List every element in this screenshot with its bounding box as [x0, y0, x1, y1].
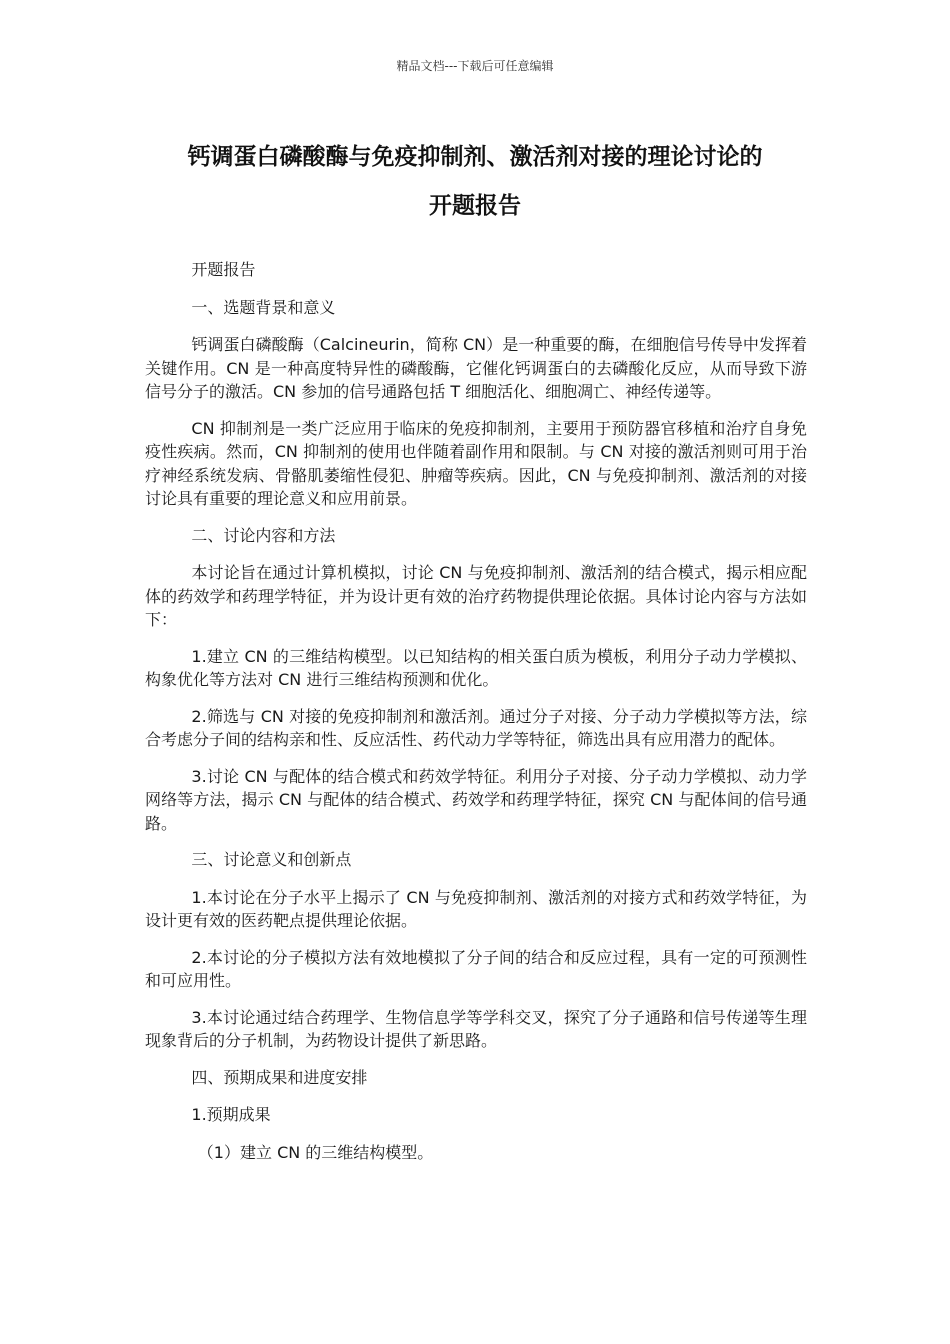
body-paragraph: 本讨论旨在通过计算机模拟，讨论 CN 与免疫抑制剂、激活剂的结合模式，揭示相应配体的药效学和药理学特征，并为设计更有效的治疗药物提供理论依据。具体讨论内容与方法如下：	[145, 563, 807, 629]
section-heading: 三、讨论意义和创新点	[191, 850, 352, 869]
body-paragraph: 钙调蛋白磷酸酶（Calcineurin，简称 CN）是一种重要的酶，在细胞信号传导中发挥着关键作用。CN 是一种高度特异性的磷酸酶，它催化钙调蛋白的去磷酸化反应，从而导致下游信号分子的激活。CN 参加的信号通路包括 T 细胞活化、细胞凋亡、神经传递等。	[145, 335, 807, 401]
document-body	[145, 258, 807, 1177]
section-heading: 二、讨论内容和方法	[191, 525, 336, 545]
subsection-heading: 1.预期成果	[191, 1105, 271, 1124]
section-heading: 一、选题背景和意义	[191, 297, 336, 317]
page-header: 精品文档---下载后可任意编辑	[396, 59, 554, 73]
list-item: 3.本讨论通过结合药理学、生物信息学等学科交叉，探究了分子通路和信号传递等生理现象背后的分子机制，为药物设计提供了新思路。	[145, 1007, 807, 1050]
list-item: 2.本讨论的分子模拟方法有效地模拟了分子间的结合和反应过程，具有一定的可预测性和可应用性。	[145, 947, 807, 990]
list-item: （1）建立 CN 的三维结构模型。	[197, 1142, 434, 1162]
paragraph-label: 开题报告	[191, 260, 256, 279]
list-item: 1.建立 CN 的三维结构模型。以已知结构的相关蛋白质为模板，利用分子动力学模拟、构象优化等方法对 CN 进行三维结构预测和优化。	[145, 646, 807, 689]
body-paragraph: CN 抑制剂是一类广泛应用于临床的免疫抑制剂，主要用于预防器官移植和治疗自身免疫性疾病。然而，CN 抑制剂的使用也伴随着副作用和限制。与 CN 对接的激活剂则可用于治疗神经系统发病、骨骼肌萎缩性侵犯、肿瘤等疾病。因此，CN 与免疫抑制剂、激活剂的对接讨论具有重要的理论意义和应用前景。	[145, 418, 807, 508]
list-item: 3.讨论 CN 与配体的结合模式和药效学特征。利用分子对接、分子动力学模拟、动力学网络等方法，揭示 CN 与配体的结合模式、药效学和药理学特征，探究 CN 与配体间的信号通路。	[145, 766, 807, 833]
list-item: 2.筛选与 CN 对接的免疫抑制剂和激活剂。通过分子对接、分子动力学模拟等方法，综合考虑分子间的结构亲和性、反应活性、药代动力学等特征，筛选出具有应用潜力的配体。	[145, 706, 807, 749]
list-item: 1.本讨论在分子水平上揭示了 CN 与免疫抑制剂、激活剂的对接方式和药效学特征，为设计更有效的医药靶点提供理论依据。	[145, 887, 807, 930]
document-title-line-2: 开题报告	[429, 193, 521, 219]
document-title-line-1: 钙调蛋白磷酸酶与免疫抑制剂、激活剂对接的理论讨论的	[187, 144, 763, 170]
section-heading: 四、预期成果和进度安排	[191, 1067, 368, 1087]
